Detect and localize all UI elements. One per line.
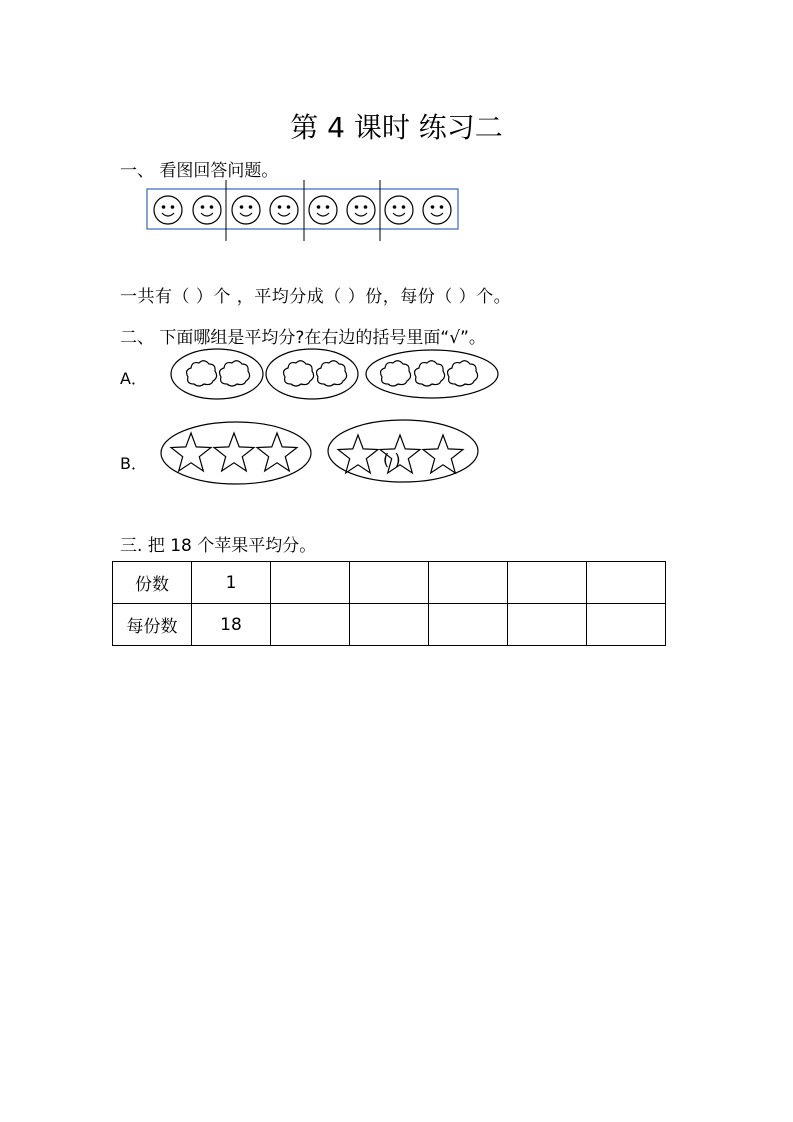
smiley-face-icon [154, 196, 182, 224]
option-a-label: A． [120, 369, 147, 388]
question-2-heading: 二、 下面哪组是平均分?在右边的括号里面“√”。 [120, 328, 486, 348]
option-a-figure [165, 344, 510, 406]
smiley-face-icon [270, 196, 298, 224]
smiley-face-icon [385, 196, 413, 224]
blank-answer-cell[interactable] [587, 604, 666, 646]
group-ellipse [161, 422, 311, 484]
table-row [113, 562, 666, 604]
smiley-face-icon [347, 196, 375, 224]
cloud-icon [284, 361, 314, 386]
option-b-figure [158, 418, 483, 490]
smiley-face-icon [232, 196, 260, 224]
blank-answer-cell[interactable] [429, 604, 508, 646]
cloud-icon [220, 361, 250, 386]
smiley-box [147, 189, 458, 229]
cloud-icon [187, 361, 217, 386]
page-title: 第 4 课时 练习二 [290, 111, 503, 144]
group-ellipse [366, 350, 498, 398]
blank-answer-cell[interactable] [350, 562, 429, 604]
row-header-cell: 每份数 [113, 604, 192, 646]
star-icon [257, 433, 297, 471]
question-3-heading: 三. 把 18 个苹果平均分。 [120, 536, 317, 556]
blank-answer-cell[interactable] [429, 562, 508, 604]
smiley-face-icon [423, 196, 451, 224]
answer-parentheses: ( ) [383, 450, 401, 469]
blank-answer-cell[interactable] [271, 562, 350, 604]
table-row [113, 604, 666, 646]
table-cell: 1 [192, 562, 271, 604]
star-icon [171, 433, 211, 471]
question-1-sentence: 一共有（ ）个 ，平均分成（ ）份，每份（ ）个。 [120, 287, 512, 307]
star-icon [214, 433, 254, 471]
cloud-icon [381, 361, 411, 386]
row-header-cell: 份数 [113, 562, 192, 604]
blank-answer-cell[interactable] [508, 562, 587, 604]
cloud-icon [415, 361, 445, 386]
smiley-group-figure [140, 178, 470, 246]
cloud-icon [317, 361, 347, 386]
table-cell: 18 [192, 604, 271, 646]
group-ellipse [266, 349, 358, 399]
apple-division-table [112, 561, 666, 646]
cloud-icon [448, 361, 478, 386]
smiley-face-icon [309, 196, 337, 224]
blank-answer-cell[interactable] [508, 604, 587, 646]
smiley-face-icon [193, 196, 221, 224]
question-1-heading: 一、 看图回答问题。 [120, 161, 279, 181]
blank-answer-cell[interactable] [587, 562, 666, 604]
star-icon [423, 435, 463, 473]
option-b-label: B． [120, 454, 147, 473]
blank-answer-cell[interactable] [350, 604, 429, 646]
star-icon [338, 435, 378, 473]
blank-answer-cell[interactable] [271, 604, 350, 646]
